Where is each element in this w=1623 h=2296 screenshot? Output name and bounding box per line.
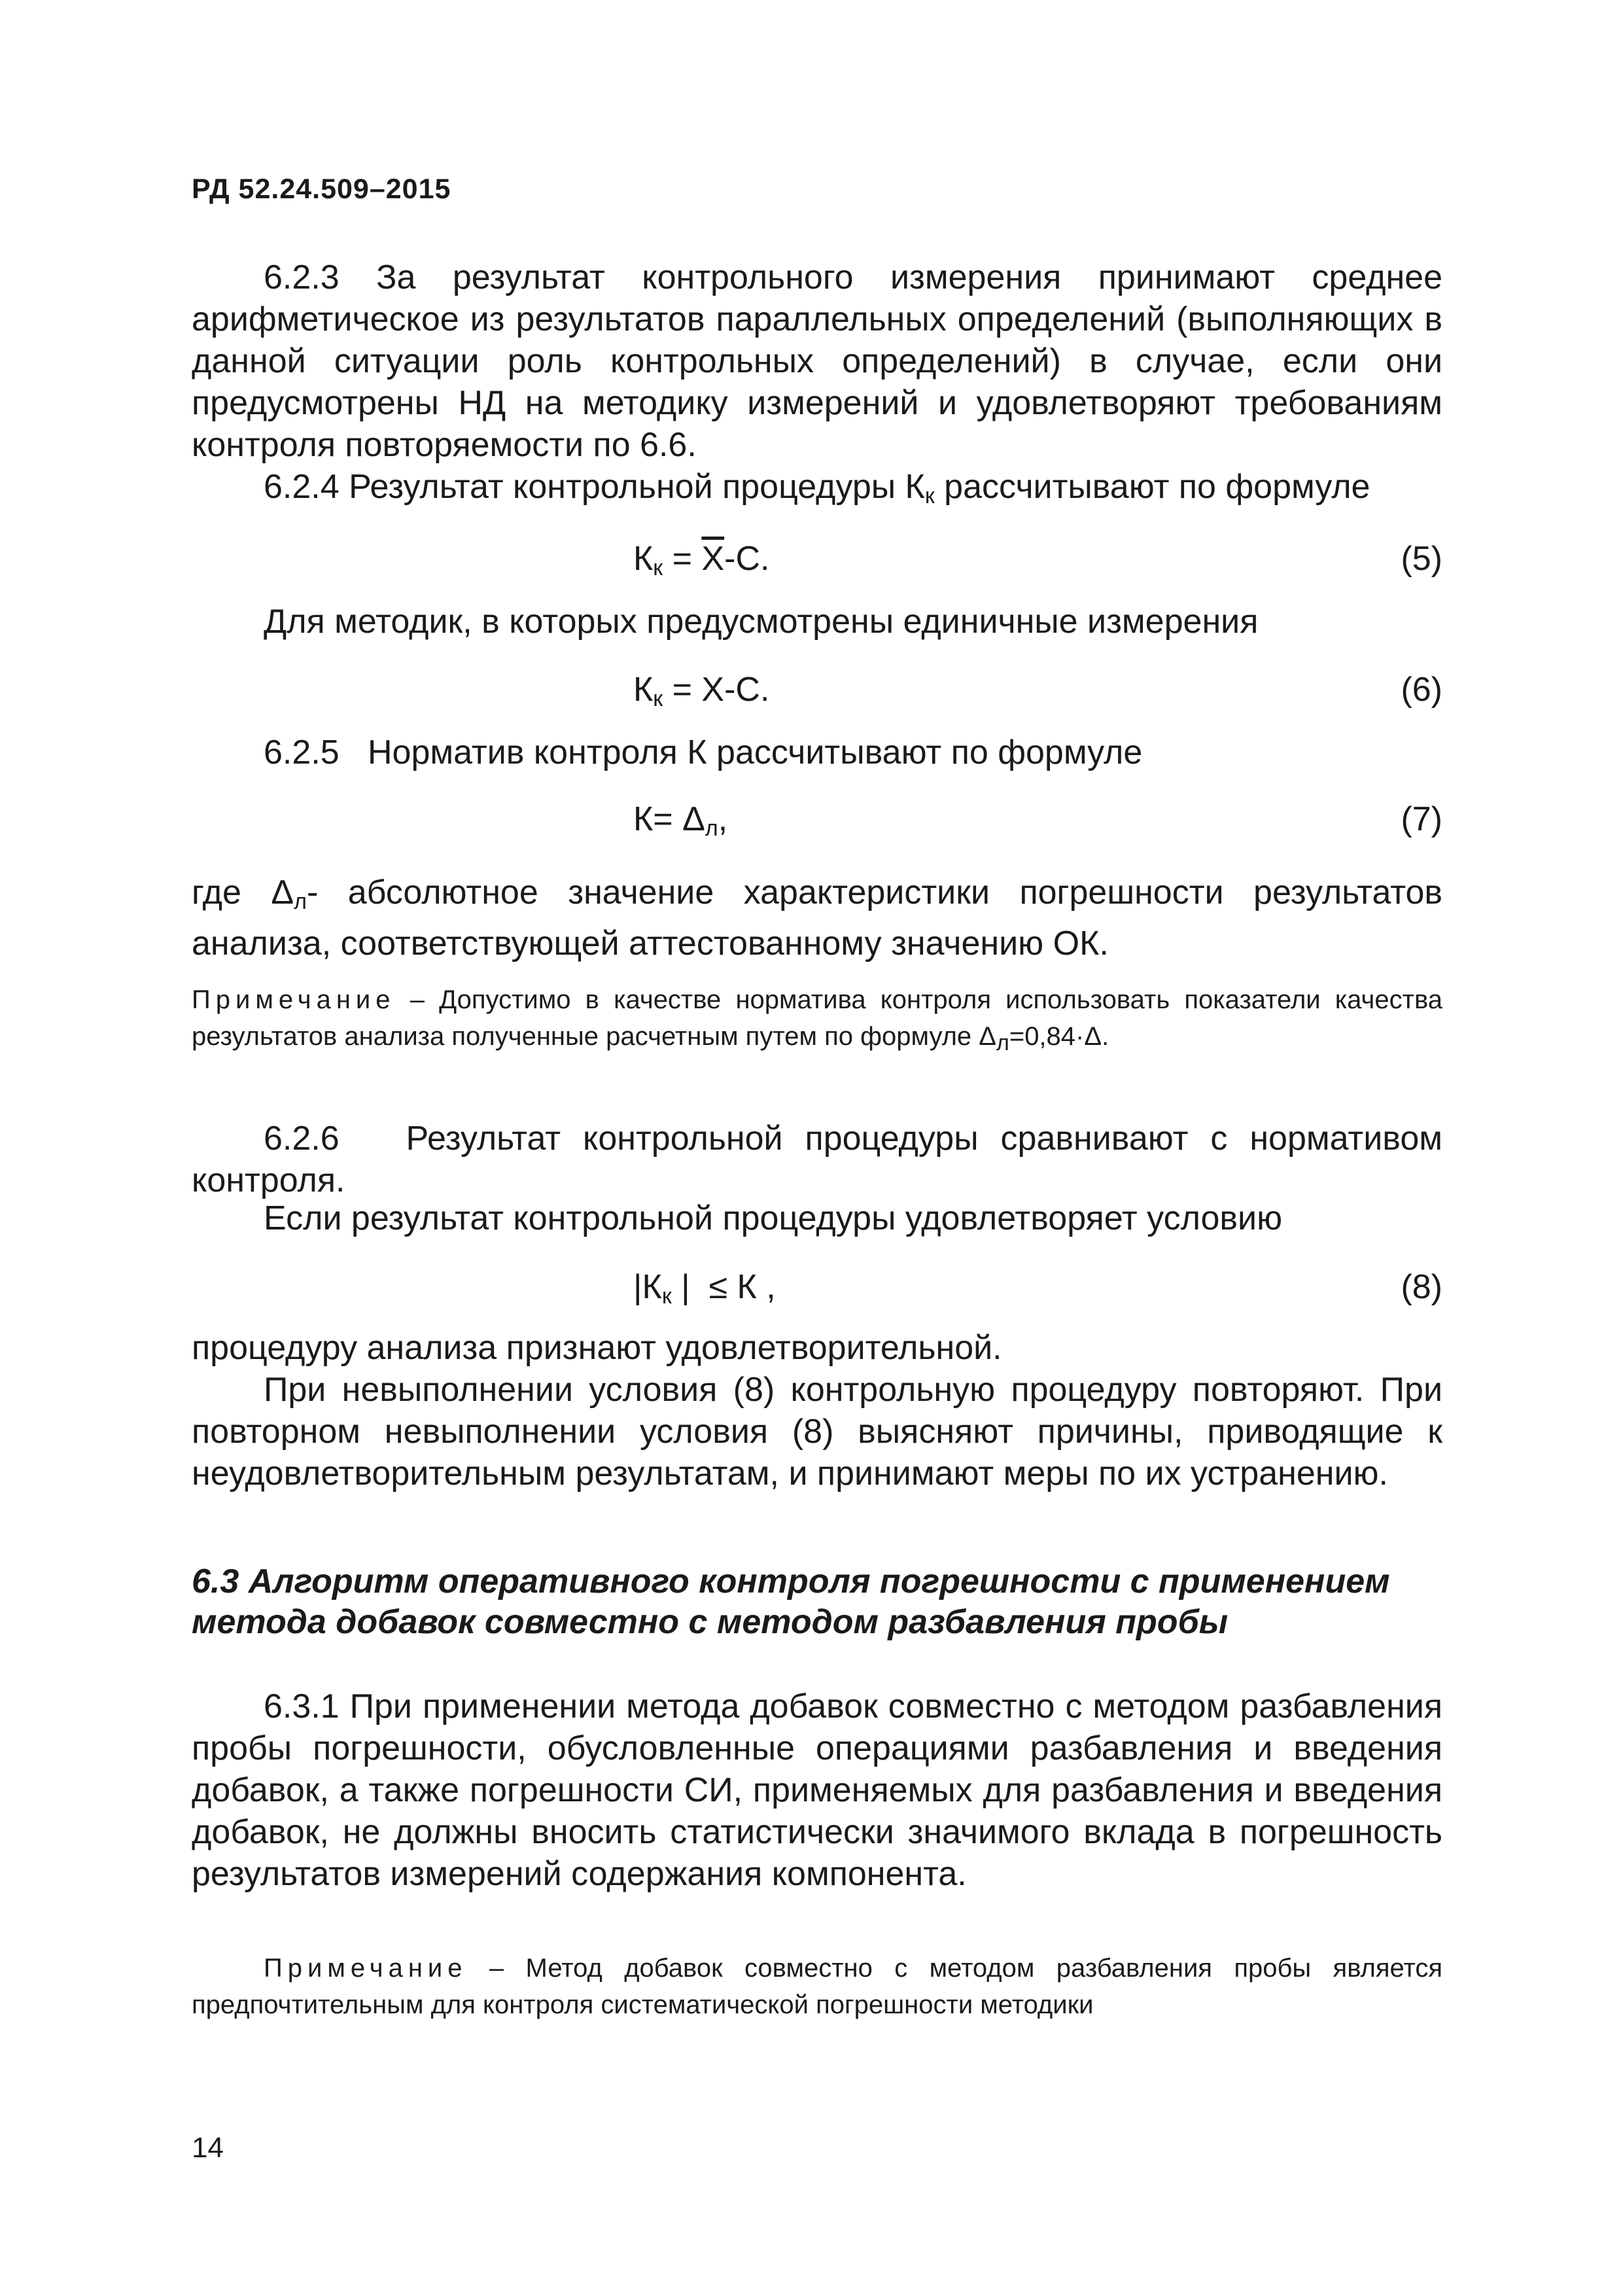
formula-7-lhs: К= Δ	[633, 800, 705, 838]
paragraph-6-3-1: 6.3.1 При применении метода добавок совместно с методом разбавления пробы погрешности, обусловленные операциями разбавления и введения добавок, а также погрешности СИ, применяемых для разбавления и введения добавок, не должны вносить статистически значимого вклада в погрешность результатов измерений содержания компонента.	[192, 1687, 1442, 1893]
formula-8-rhs: | ≤ К ,	[671, 1268, 776, 1306]
paragraph-condition: Если результат контрольной процедуры удовлетворяет условию	[264, 1199, 1283, 1237]
note-2-label: Примечание	[264, 1954, 468, 1983]
formula-8-sub: к	[661, 1284, 672, 1309]
formula-5-sub: к	[653, 556, 663, 580]
document-code: РД 52.24.509–2015	[192, 173, 451, 205]
paragraph-single-measurements: Для методик, в которых предусмотрены единичные измерения	[264, 603, 1259, 641]
note-2-text: – Метод добавок совместно с методом разбавления пробы является предпочтительным для контроля систематической погрешности методики	[192, 1954, 1442, 2019]
where-sub: л	[294, 889, 307, 914]
equation-number-8: (8)	[1401, 1268, 1442, 1306]
formula-5-xbar: $\overline{X}$	[701, 540, 725, 578]
formula-6-rhs: = X-С.	[663, 671, 770, 709]
formula-5-eq: =	[663, 540, 702, 578]
note-1-tail: =0,84·Δ.	[1009, 1022, 1109, 1051]
note-1	[192, 981, 1442, 1061]
paragraph-6-2-4	[192, 466, 1442, 517]
formula-6-row	[192, 669, 1442, 715]
equation-number-6: (6)	[1401, 671, 1442, 709]
note-1-sub: л	[996, 1031, 1009, 1055]
subscript-k: к	[924, 484, 935, 508]
paragraph-6-2-4-tail: рассчитывают по формуле	[934, 468, 1370, 506]
formula-8	[633, 1266, 776, 1317]
paragraph-6-2-6: 6.2.6 Результат контрольной процедуры сравнивают с нормативом контроля.	[192, 1120, 1452, 1199]
formula-6-lhs: К	[633, 671, 654, 709]
formula-7-tail: ,	[718, 800, 728, 838]
note-1-text: – Допустимо в качестве норматива контроля использовать показатели качества результатов анализа полученные расчетным путем по формуле Δ	[192, 985, 1442, 1051]
formula-5	[633, 538, 769, 589]
formula-6-sub: к	[653, 686, 663, 711]
equation-number-5: (5)	[1401, 540, 1442, 578]
paragraph-6-2-4-text: 6.2.4 Результат контрольной процедуры К	[264, 468, 925, 506]
formula-5-rest: -С.	[724, 540, 770, 578]
formula-6	[633, 669, 769, 720]
paragraph-6-2-3: 6.2.3 За результат контрольного измерения принимают среднее арифметическое из результатов параллельных определений (выполняющих в данной ситуации роль контрольных определений) в случае, если они предусмотрены НД на методику измерений и удовлетворяют требованиям контроля повторяемости по 6.6.	[192, 258, 1442, 464]
where-text: - абсолютное значение характеристики погрешности результатов анализа, соответствующей аттестованному значению ОК.	[192, 874, 1443, 963]
formula-8-lhs: |К	[633, 1268, 662, 1306]
formula-7	[633, 798, 727, 849]
paragraph-6-2-5: 6.2.5 Норматив контроля К рассчитывают по формуле	[264, 733, 1143, 771]
formula-5-row	[192, 538, 1442, 584]
formula-7-row	[192, 798, 1442, 844]
formula-5-lhs: К	[633, 540, 654, 578]
where-prefix: где Δ	[192, 874, 294, 911]
equation-number-7: (7)	[1401, 800, 1442, 838]
section-heading-6-3: 6.3 Алгоритм оперативного контроля погрешности с применением метода добавок совместно с методом разбавления пробы	[192, 1563, 1390, 1641]
paragraph-satisfactory: процедуру анализа признают удовлетворительной.	[192, 1329, 1002, 1367]
page-number: 14	[192, 2132, 224, 2164]
note-2	[192, 1950, 1442, 2023]
note-1-label: Примечание	[192, 985, 396, 1014]
formula-8-row	[192, 1266, 1442, 1312]
paragraph-failure: При невыполнении условия (8) контрольную процедуру повторяют. При повторном невыполнении условия (8) выясняют причины, приводящие к неудовлетворительным результатам, и принимают меры по их устранению.	[192, 1371, 1442, 1492]
paragraph-where	[192, 872, 1442, 964]
formula-7-sub: л	[705, 816, 718, 841]
